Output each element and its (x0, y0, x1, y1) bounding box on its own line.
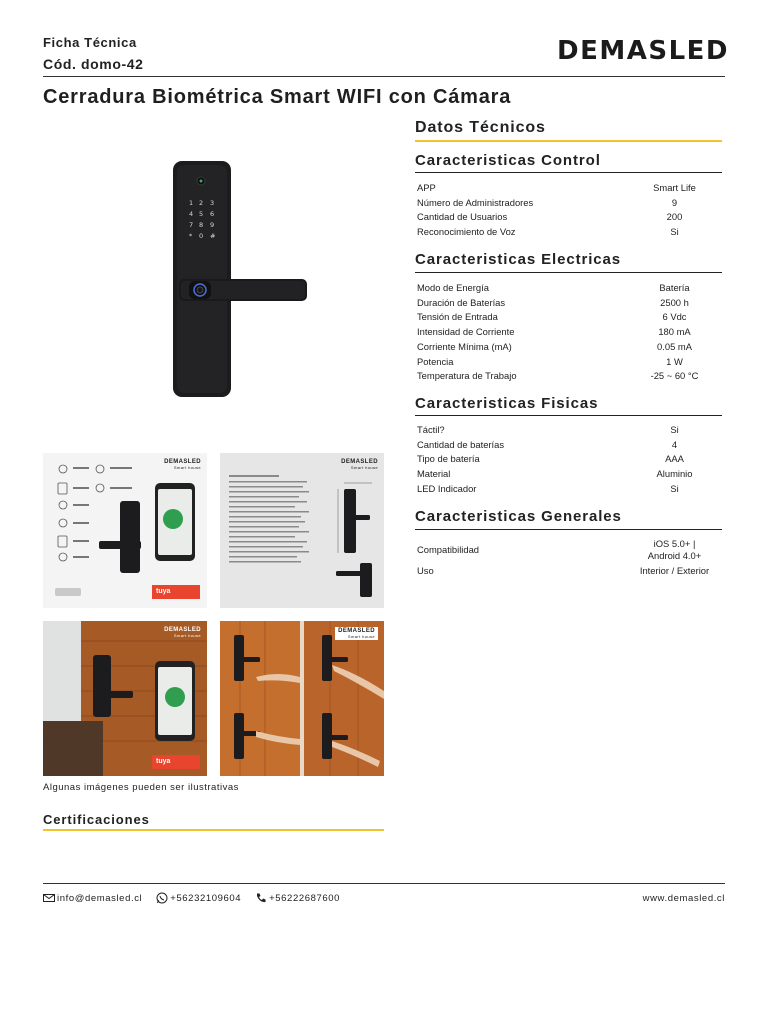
mail-icon (43, 892, 55, 904)
generales-heading: Caracteristicas Generales (415, 508, 622, 525)
footer-website[interactable]: www.demasled.cl (642, 893, 725, 904)
svg-text:*: * (189, 232, 193, 240)
footer-email[interactable]: info@demasled.cl (57, 892, 143, 904)
thumbnail-specifications[interactable] (220, 453, 384, 608)
certificaciones-heading: Certificaciones (43, 812, 150, 827)
spec-row: Número de Administradores 9 (417, 196, 678, 208)
spec-row: Modo de Energía Batería (417, 282, 690, 293)
header-divider (43, 76, 725, 77)
footer-whatsapp[interactable]: +56232109604 (170, 892, 242, 904)
spec-row: Intensidad de Corriente 180 mA (417, 326, 691, 338)
footer-contacts (43, 892, 340, 904)
thumbnail-brand: DEMASLED Smart house (341, 459, 378, 470)
spec-row: Corriente Mínima (mA) 0.05 mA (417, 340, 692, 352)
certificaciones-underline (43, 829, 384, 831)
electricas-heading: Caracteristicas Electricas (415, 251, 622, 268)
spec-row: Temperatura de Trabajo -25 ~ 60 °C (417, 370, 699, 382)
thumbnail-brand: DEMASLED Smart house (335, 627, 378, 640)
electricas-underline (415, 272, 722, 273)
thumbnail-brand: DEMASLED Smart house (164, 627, 201, 638)
control-heading: Caracteristicas Control (415, 152, 601, 169)
spec-row: Tipo de batería AAA (417, 453, 684, 465)
svg-text:2: 2 (199, 199, 204, 207)
spec-row: Duración de Baterías 2500 h (417, 296, 689, 308)
svg-text:4: 4 (189, 210, 194, 218)
spec-row: Táctil? Si (417, 424, 679, 435)
spec-row: Cantidad de baterías 4 (417, 438, 678, 450)
whatsapp-icon (156, 892, 168, 904)
svg-text:#: # (210, 232, 216, 240)
svg-text:5: 5 (199, 210, 204, 218)
thumbnail-lifestyle[interactable] (43, 621, 207, 776)
phone-icon (255, 892, 267, 904)
control-table (414, 181, 722, 240)
generales-underline (415, 529, 722, 530)
svg-text:1: 1 (189, 199, 194, 207)
svg-text:6: 6 (210, 210, 215, 218)
fisicas-table (414, 423, 722, 497)
footer-divider (43, 883, 725, 884)
fisicas-underline (415, 415, 722, 416)
electricas-table (414, 281, 722, 384)
svg-text:8: 8 (199, 221, 204, 229)
spec-row: LED Indicador Si (417, 482, 679, 494)
thumbnail-brand: DEMASLED Smart house (164, 459, 201, 470)
svg-text:3: 3 (210, 199, 215, 207)
control-underline (415, 172, 722, 173)
spec-row: Tensión de Entrada 6 Vdc (417, 311, 687, 323)
tuya-badge: tuya (152, 585, 200, 599)
product-title: Cerradura Biométrica Smart WIFI con Cámara (43, 86, 512, 108)
spec-row: Cantidad de Usuarios 200 (417, 211, 683, 223)
main-product-image (43, 115, 384, 445)
spec-row: APP Smart Life (417, 182, 696, 193)
svg-text:7: 7 (189, 221, 194, 229)
svg-text:9: 9 (210, 221, 215, 229)
product-code: Cód. domo-42 (43, 56, 144, 72)
generales-table (414, 538, 722, 579)
spec-row: Material Aluminio (417, 468, 693, 480)
thumbnail-features[interactable] (43, 453, 207, 608)
tuya-badge: tuya (152, 755, 200, 769)
footer-phone[interactable]: +56222687600 (269, 892, 341, 904)
spec-row: Potencia 1 W (417, 355, 683, 367)
spec-row: Uso Interior / Exterior (417, 565, 710, 576)
spec-row: Reconocimiento de Voz Si (417, 226, 679, 238)
images-disclaimer: Algunas imágenes pueden ser ilustrativas (43, 782, 239, 793)
sheet-label: Ficha Técnica (43, 35, 137, 50)
svg-text:0: 0 (199, 232, 204, 240)
datos-tecnicos-heading: Datos Técnicos (415, 119, 546, 136)
spec-row: Compatibilidad iOS 5.0+ | Android 4.0+ (417, 538, 702, 561)
thumbnail-usage[interactable] (220, 621, 384, 776)
datos-tecnicos-underline (415, 140, 722, 142)
fisicas-heading: Caracteristicas Fisicas (415, 395, 599, 412)
brand-logo: DEMASLED (557, 36, 729, 66)
